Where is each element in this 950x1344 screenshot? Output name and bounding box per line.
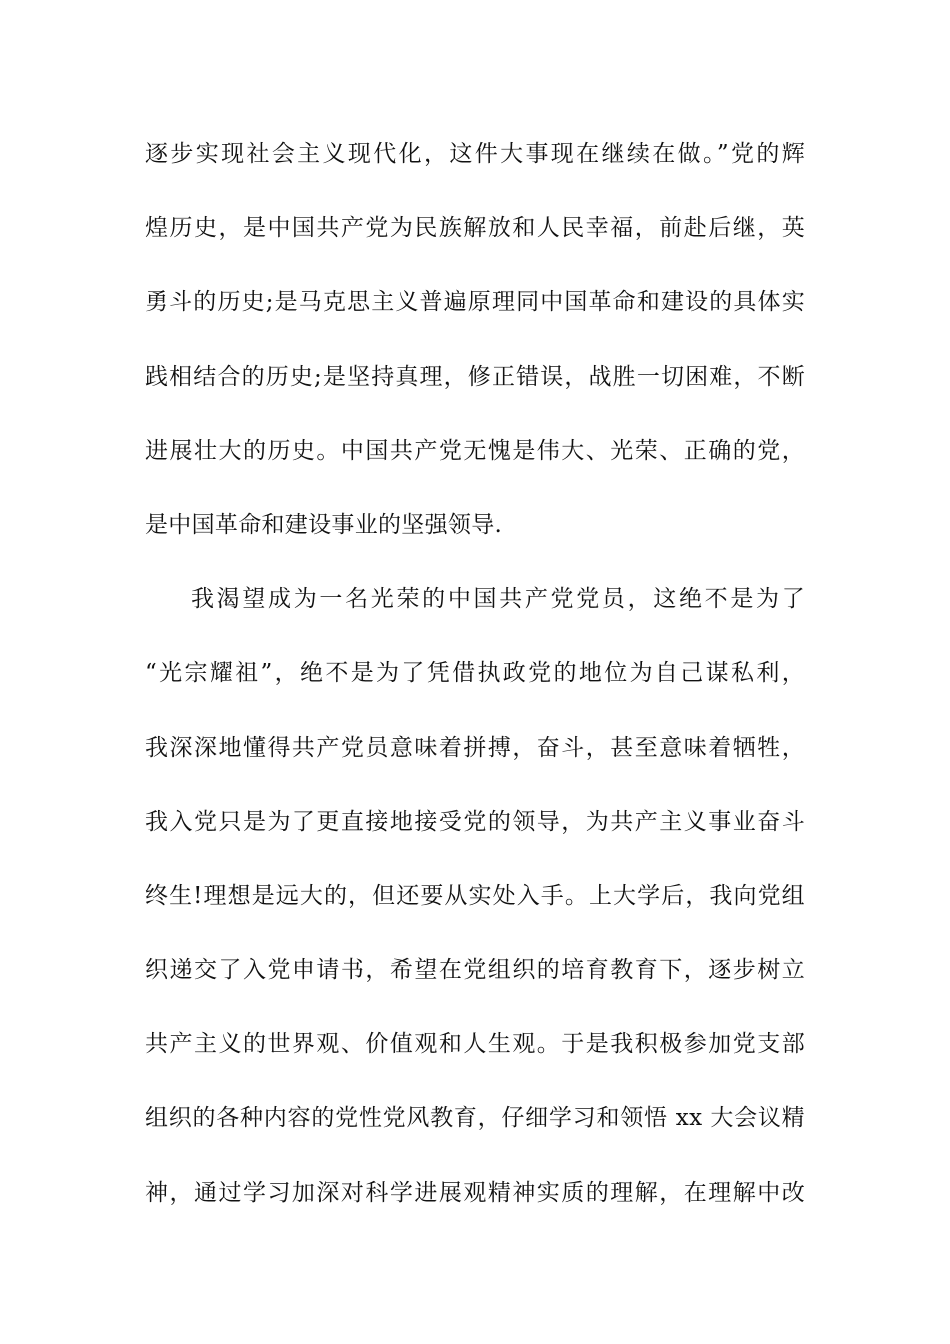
text-line: 共产主义的世界观、价值观和人生观。于是我积极参加党支部 bbox=[145, 1031, 805, 1058]
text-line: 终生!理想是远大的，但还要从实处入手。上大学后，我向党组 bbox=[145, 882, 805, 909]
text-line: 我深深地懂得共产党员意味着拼搏，奋斗，甚至意味着牺牲， bbox=[145, 734, 805, 761]
text-line: 逐步实现社会主义现代化，这件大事现在继续在做。”党的辉 bbox=[145, 141, 805, 167]
text-line: 进展壮大的历史。中国共产党无愧是伟大、光荣、正确的党， bbox=[145, 437, 805, 464]
text-line: 践相结合的历史;是坚持真理，修正错误，战胜一切困难，不断 bbox=[145, 363, 805, 390]
paragraph-1 bbox=[145, 132, 805, 577]
paragraph-2 bbox=[145, 577, 805, 1245]
text-line: “光宗耀祖”，绝不是为了凭借执政党的地位为自己谋私利， bbox=[145, 660, 805, 687]
text-line: 神，通过学习加深对科学进展观精神实质的理解，在理解中改 bbox=[145, 1179, 805, 1206]
text-line: 勇斗的历史;是马克思主义普遍原理同中国革命和建设的具体实 bbox=[145, 289, 805, 316]
text-line: 织递交了入党申请书，希望在党组织的培育教育下，逐步树立 bbox=[145, 957, 805, 984]
text-line: 我渴望成为一名光荣的中国共产党党员，这绝不是为了 bbox=[191, 586, 805, 613]
text-line: 是中国革命和建设事业的坚强领导. bbox=[145, 511, 503, 538]
text-line: 我入党只是为了更直接地接受党的领导，为共产主义事业奋斗 bbox=[145, 808, 805, 835]
text-line: 组织的各种内容的党性党风教育，仔细学习和领悟 xx 大会议精 bbox=[145, 1105, 805, 1132]
text-line: 煌历史，是中国共产党为民族解放和人民幸福，前赴后继，英 bbox=[145, 215, 805, 242]
body-text bbox=[145, 132, 805, 1245]
